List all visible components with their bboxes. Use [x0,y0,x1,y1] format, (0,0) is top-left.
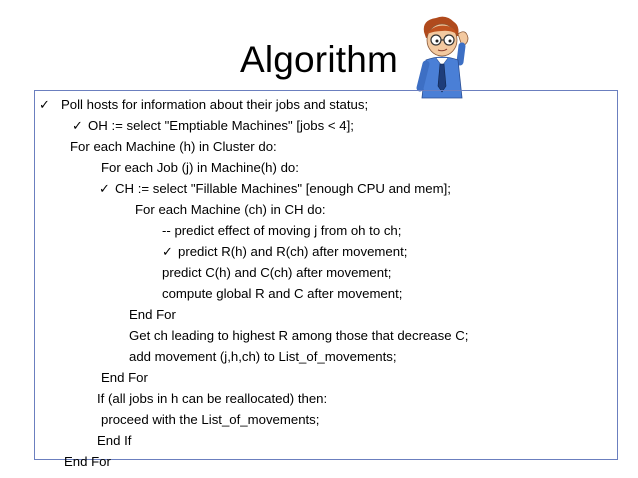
line-text: End For [64,454,111,469]
slide-title: Algorithm [239,39,399,80]
list-item [129,307,176,323]
list-item [97,391,327,407]
list-item [162,223,401,239]
list-item [101,160,299,176]
list-item [101,412,319,428]
line-text: For each Job (j) in Machine(h) do: [101,160,299,175]
line-text: For each Machine (h) in Cluster do: [70,139,277,154]
list-item [162,244,407,260]
list-item [129,328,468,344]
checkmark-icon: ✓ [162,244,173,259]
line-text: End For [101,370,148,385]
line-text: End If [97,433,132,448]
list-item [39,97,368,113]
line-text: compute global R and C after movement; [162,286,403,301]
checkmark-icon: ✓ [72,118,83,133]
list-item [97,433,131,449]
line-text: predict R(h) and R(ch) after movement; [178,244,408,259]
line-text: OH := select "Emptiable Machines" [jobs < 4]; [88,118,354,133]
thinking-man-icon [402,14,484,100]
line-text: add movement (j,h,ch) to List_of_movements; [129,349,397,364]
checkmark-icon: ✓ [99,181,110,196]
checkmark-icon: ✓ [39,97,50,112]
line-text: CH := select "Fillable Machines" [enough CPU and mem]; [115,181,451,196]
line-text: End For [129,307,176,322]
list-item [129,349,397,365]
line-text: predict C(h) and C(ch) after movement; [162,265,392,280]
list-item [162,265,391,281]
line-text: For each Machine (ch) in CH do: [135,202,326,217]
line-text: Poll hosts for information about their jobs and status; [61,97,369,112]
line-text: proceed with the List_of_movements; [101,412,320,427]
list-item [72,118,354,134]
list-item [64,454,111,470]
list-item [162,286,402,302]
line-text: -- predict effect of moving j from oh to ch; [162,223,402,238]
list-item [135,202,326,218]
list-item [99,181,451,197]
line-text: Get ch leading to highest R among those that decrease C; [129,328,469,343]
list-item [101,370,148,386]
list-item [70,139,277,155]
line-text: If (all jobs in h can be reallocated) then: [97,391,328,406]
